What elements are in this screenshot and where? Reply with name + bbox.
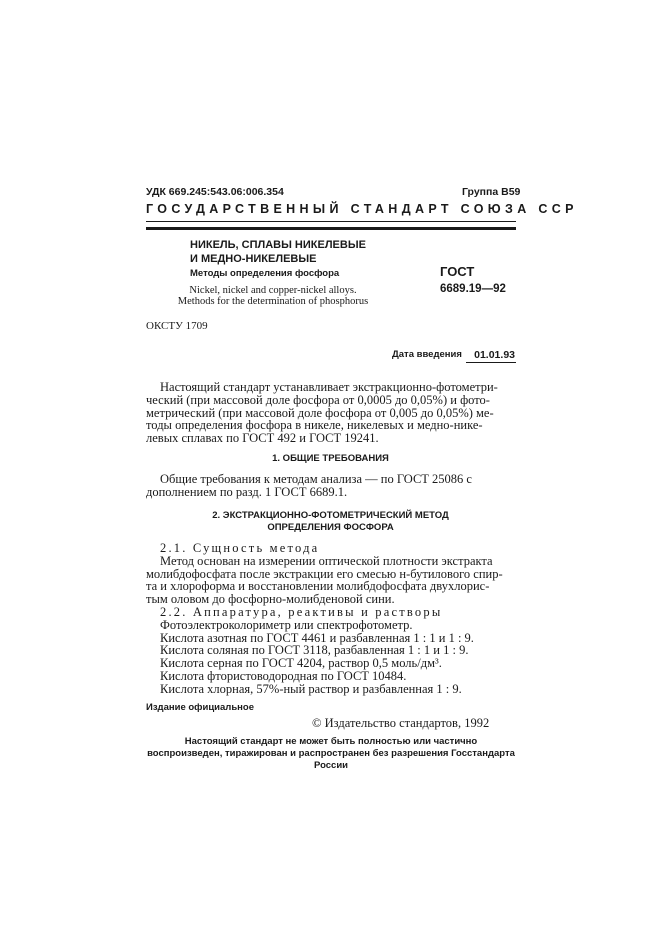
subsection-2-1-title: 2.1. Сущность метода xyxy=(160,541,320,555)
gost-number: 6689.19—92 xyxy=(440,283,506,295)
section-1-line: Общие требования к методам анализа — по ГОСТ 25086 с xyxy=(160,472,472,486)
title-line-2: И МЕДНО-НИКЕЛЕВЫЕ xyxy=(190,253,317,265)
section-2-heading-line-1: 2. ЭКСТРАКЦИОННО-ФОТОМЕТРИЧЕСКИЙ МЕТОД xyxy=(212,510,449,521)
standard-subtitle: Методы определения фосфора xyxy=(190,268,340,279)
reagent-item: Кислота соляная по ГОСТ 3118, разбавленная 1 : 1 и 1 : 9. xyxy=(160,643,469,658)
subsection-2-1-line: молибдофосфата после экстракции его смесью н-бутилового спир- xyxy=(146,566,503,581)
section-1-line: дополнением по разд. 1 ГОСТ 6689.1. xyxy=(146,484,348,499)
reagent-item: Фотоэлектроколориметр или спектрофотометр. xyxy=(160,617,413,632)
udk-code: УДК 669.245:543.06:006.354 xyxy=(146,186,284,198)
header-rule-thin xyxy=(146,221,516,222)
intro-line: метрический (при массовой доле фосфора от 0,005 до 0,05%) ме- xyxy=(146,405,494,420)
reagent-item: Кислота фтористоводородная по ГОСТ 10484. xyxy=(160,668,407,683)
subsection-2-1-line: Метод основан на измерении оптической плотности экстракта xyxy=(160,553,493,568)
header-rule-thick xyxy=(146,227,516,230)
subsection-2-2-title: 2.2. Аппаратура, реактивы и растворы xyxy=(160,604,443,619)
gost-label: ГОСТ xyxy=(440,264,475,279)
intro-date-underline xyxy=(466,362,516,363)
subsection-2-1-line: тым оловом до фосфорно-молибденовой сини. xyxy=(146,592,395,607)
section-1-text xyxy=(146,473,472,499)
state-standard-banner: ГОСУДАРСТВЕННЫЙ СТАНДАРТ СОЮЗА ССР xyxy=(146,202,578,216)
standard-title xyxy=(190,238,366,266)
group-code: Группа В59 xyxy=(462,186,521,198)
section-1-heading: 1. ОБЩИЕ ТРЕБОВАНИЯ xyxy=(272,453,389,464)
reagent-item: Кислота хлорная, 57%-ный раствор и разбавленная 1 : 9. xyxy=(160,681,462,696)
intro-date-value: 01.01.93 xyxy=(474,349,515,361)
section-2-body xyxy=(146,542,503,696)
subsection-2-1-line: та и хлороформа и восстановлении молибдофосфата двухлорис- xyxy=(146,579,490,594)
okstu-code: ОКСТУ 1709 xyxy=(146,320,208,332)
title-line-1: НИКЕЛЬ, СПЛАВЫ НИКЕЛЕВЫЕ xyxy=(190,239,366,251)
reagent-item: Кислота азотная по ГОСТ 4461 и разбавленная 1 : 1 и 1 : 9. xyxy=(160,630,474,645)
section-2-heading-line-2: ОПРЕДЕЛЕНИЯ ФОСФОРА xyxy=(267,522,394,533)
english-title-line-2: Methods for the determination of phosphorus xyxy=(177,296,369,307)
intro-line: ческий (при массовой доле фосфора от 0,0005 до 0,05%) и фото- xyxy=(146,392,490,407)
intro-line: тоды определения фосфора в никеле, никелевых и медно-нике- xyxy=(146,418,483,433)
intro-line: Настоящий стандарт устанавливает экстракционно-фотометри- xyxy=(160,380,498,394)
reproduction-notice: Настоящий стандарт не может быть полностью или частично воспроизведен, тиражирован и распространен без разрешения Госстандарта России xyxy=(147,736,515,771)
intro-line: левых сплавах по ГОСТ 492 и ГОСТ 19241. xyxy=(146,431,379,446)
intro-paragraph xyxy=(146,381,498,445)
reagent-item: Кислота серная по ГОСТ 4204, раствор 0,5 моль/дм³. xyxy=(160,656,442,671)
edition-label: Издание официальное xyxy=(146,702,254,713)
intro-date-label: Дата введения xyxy=(392,349,462,360)
copyright-line: © Издательство стандартов, 1992 xyxy=(312,716,490,730)
english-title-line-1: Nickel, nickel and copper-nickel alloys. xyxy=(189,285,357,296)
english-title xyxy=(170,285,376,307)
section-2-heading xyxy=(0,510,661,534)
